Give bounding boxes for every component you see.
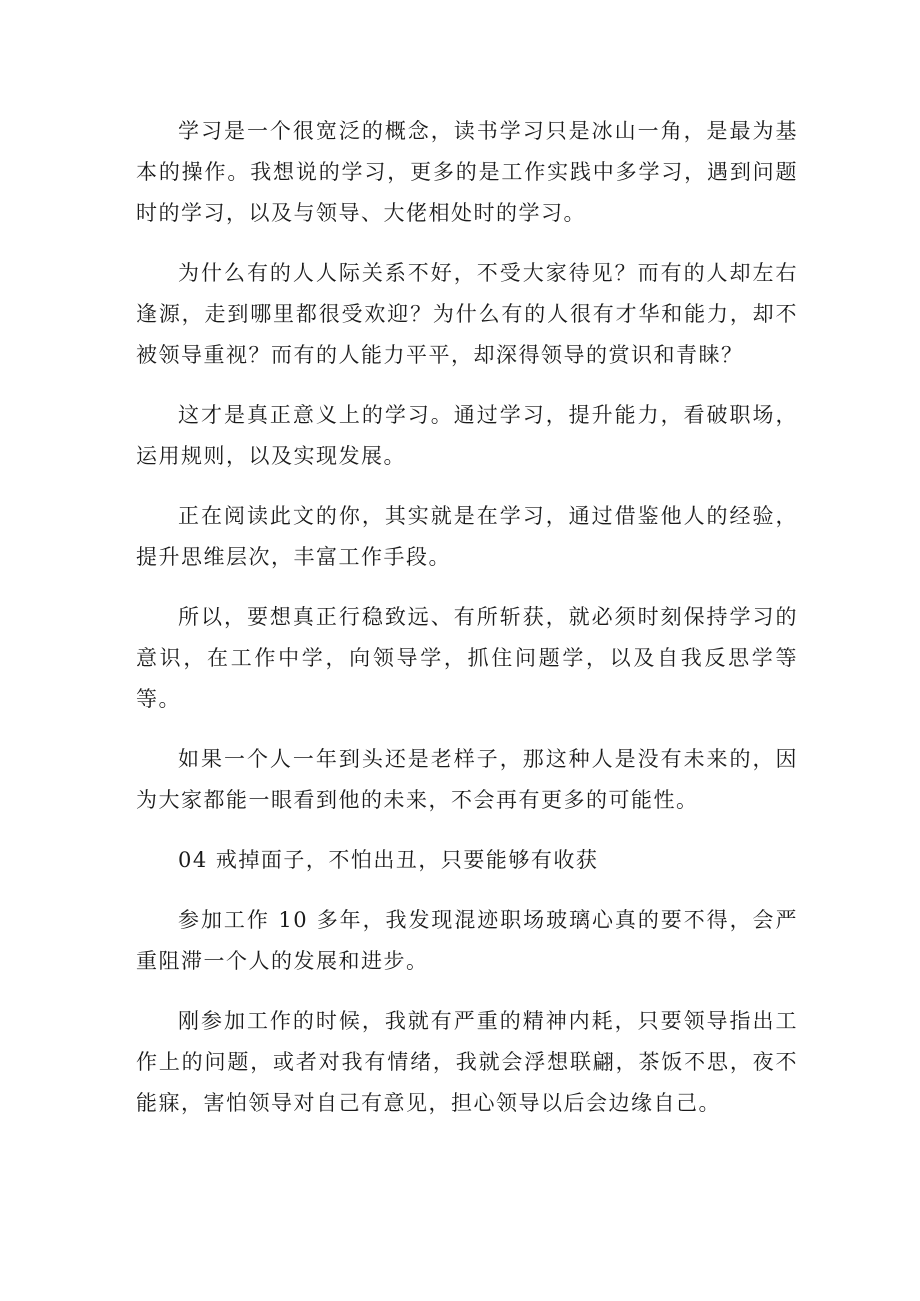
paragraph-2: 为什么有的人人际关系不好，不受大家待见？而有的人却左右逢源，走到哪里都很受欢迎？为什么有的人很有才华和能力，却不被领导重视？而有的人能力平平，却深得领导的赏识和青睐？	[136, 261, 798, 367]
paragraph-5: 所以，要想真正行稳致远、有所斩获，就必须时刻保持学习的意识，在工作中学，向领导学，抓住问题学，以及自我反思学等等。	[136, 605, 798, 711]
section-heading: 04 戒掉面子，不怕出丑，只要能够有收获	[178, 848, 599, 872]
paragraph-7: 参加工作 10 多年，我发现混迹职场玻璃心真的要不得，会严重阻滞一个人的发展和进步。	[136, 908, 798, 973]
paragraph-1: 学习是一个很宽泛的概念，读书学习只是冰山一角，是最为基本的操作。我想说的学习，更多的是工作实践中多学习，遇到问题时的学习，以及与领导、大佬相处时的学习。	[136, 119, 798, 225]
paragraph-4: 正在阅读此文的你，其实就是在学习，通过借鉴他人的经验，提升思维层次，丰富工作手段。	[136, 504, 798, 569]
document-body	[136, 111, 798, 1143]
paragraph-3: 这才是真正意义上的学习。通过学习，提升能力，看破职场，运用规则，以及实现发展。	[136, 403, 798, 468]
paragraph-6: 如果一个人一年到头还是老样子，那这种人是没有未来的，因为大家都能一眼看到他的未来，不会再有更多的可能性。	[136, 747, 798, 812]
paragraph-8: 刚参加工作的时候，我就有严重的精神内耗，只要领导指出工作上的问题，或者对我有情绪，我就会浮想联翩，茶饭不思，夜不能寐，害怕领导对自己有意见，担心领导以后会边缘自己。	[136, 1009, 798, 1115]
